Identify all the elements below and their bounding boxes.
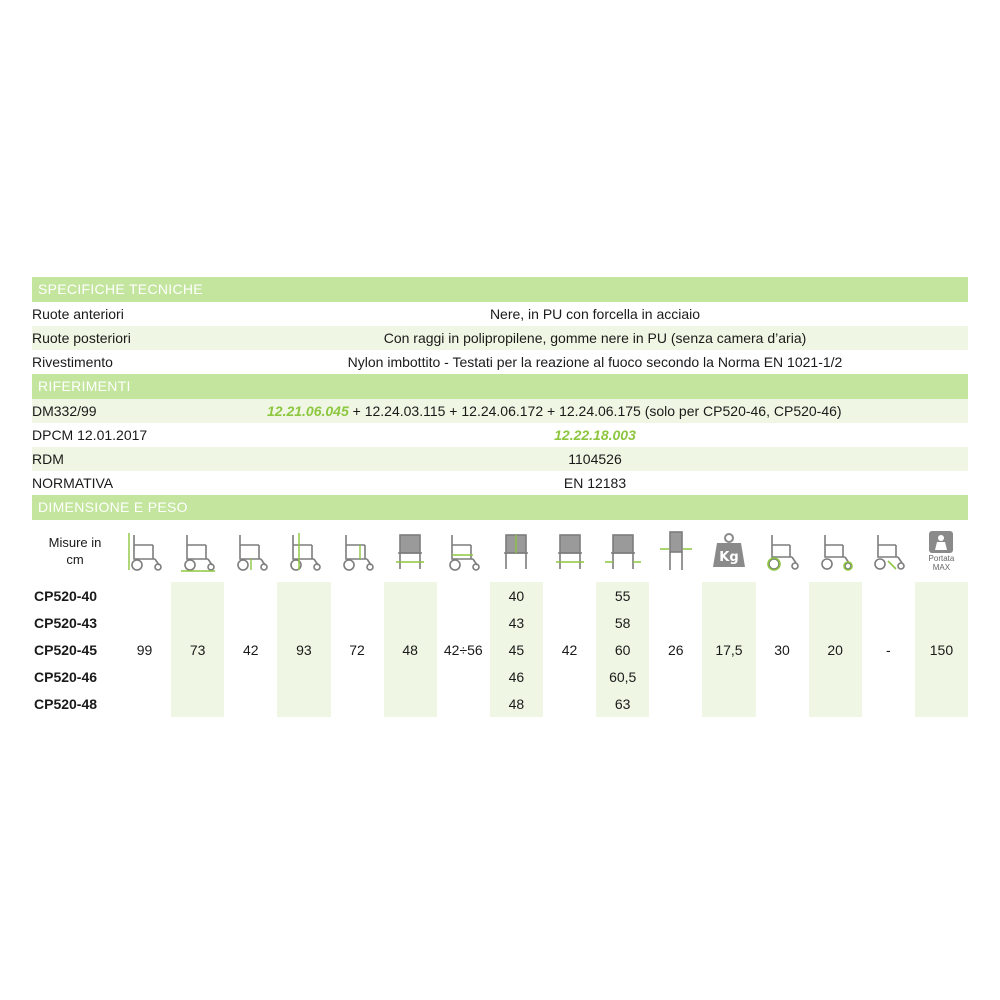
ref-value: [222, 403, 968, 419]
dimension-value: [862, 663, 915, 690]
weight-kg-icon: [702, 520, 755, 582]
dimension-value: 58: [596, 609, 649, 636]
folded-length-icon: [277, 520, 330, 582]
model-name: CP520-40: [34, 587, 98, 604]
overall-height-icon: [118, 520, 171, 582]
spec-sheet: [32, 277, 968, 717]
dimension-value: [384, 582, 437, 609]
specs-header: SPECIFICHE TECNICHE: [32, 277, 968, 302]
dimension-value: [543, 690, 596, 717]
dimension-value: [384, 609, 437, 636]
dimension-value: [384, 663, 437, 690]
dimension-value: [277, 582, 330, 609]
dimension-value: [809, 690, 862, 717]
spec-row-rear-wheels: [32, 326, 968, 350]
dimension-value: [543, 663, 596, 690]
dimension-value: [224, 609, 277, 636]
dimension-value: 93: [277, 636, 330, 663]
dimension-value: [437, 690, 490, 717]
dimension-value: [224, 690, 277, 717]
units-label: [32, 520, 118, 582]
armrest-height-icon: [331, 520, 384, 582]
spec-label: Ruote posteriori: [32, 330, 131, 346]
ref-label: NORMATIVA: [32, 475, 114, 491]
max-load-label: [929, 554, 955, 572]
dimension-value: [331, 582, 384, 609]
dimension-value: [649, 582, 702, 609]
dimension-value: [384, 690, 437, 717]
dimension-value: 60: [596, 636, 649, 663]
units-line1: Misure in: [48, 535, 102, 550]
dims-header: DIMENSIONE E PESO: [32, 495, 968, 520]
dimension-value: 30: [774, 641, 790, 658]
footrest-length-icon: [437, 520, 490, 582]
ref-value: [222, 427, 968, 443]
dimension-value: [543, 609, 596, 636]
spec-value: Nylon imbottito - Testati per la reazione al fuoco secondo la Norma EN 1021-1/2: [347, 354, 843, 370]
max-load-line1: Portata: [928, 554, 955, 563]
model-name: CP520-45: [34, 641, 98, 658]
seat-height-icon: [224, 520, 277, 582]
units-line2: cm: [66, 552, 84, 567]
front-wheel-icon: [756, 520, 809, 582]
seat-width-icon: [490, 520, 543, 582]
dimension-value: [862, 609, 915, 636]
dimension-value: 40: [490, 582, 543, 609]
model-name: CP520-48: [34, 695, 98, 712]
dimension-value: [437, 609, 490, 636]
dimension-value: [118, 582, 171, 609]
ref-row-rdm: [32, 447, 968, 471]
dimension-value: [756, 609, 809, 636]
ref-row-normativa: [32, 471, 968, 495]
dimension-value: [118, 609, 171, 636]
rear-wheel-brake-icon: [862, 520, 915, 582]
dimension-value: [702, 582, 755, 609]
spec-label: Rivestimento: [32, 354, 113, 370]
dimension-value: 99: [136, 641, 153, 658]
spec-row-front-wheels: [32, 302, 968, 326]
dimension-value: 26: [668, 641, 684, 658]
rear-wheel-icon: [809, 520, 862, 582]
ref-label: DPCM 12.01.2017: [32, 427, 148, 443]
dimension-value: 17,5: [702, 636, 755, 663]
dimension-value: [702, 690, 755, 717]
dpcm-code-highlight: 12.22.18.003: [554, 427, 636, 443]
folded-width-icon: [649, 520, 702, 582]
backrest-height-icon: [543, 520, 596, 582]
dimension-value: [915, 663, 968, 690]
dimension-value: [543, 582, 596, 609]
dimension-value: [171, 609, 224, 636]
dimension-value: [756, 663, 809, 690]
dimension-value: [331, 609, 384, 636]
dimension-value: [915, 609, 968, 636]
dimension-value: 43: [490, 609, 543, 636]
dm-code-highlight: 12.21.06.045: [267, 403, 349, 419]
dimension-value: [437, 663, 490, 690]
dimension-value: [862, 690, 915, 717]
dimension-value: [649, 663, 702, 690]
dimension-value: [649, 609, 702, 636]
ref-row-dpcm: [32, 423, 968, 447]
dimension-value: [277, 609, 330, 636]
dimension-value: 55: [596, 582, 649, 609]
dimension-value: [437, 582, 490, 609]
dimension-value: [809, 582, 862, 609]
spec-value: Nere, in PU con forcella in acciaio: [489, 306, 701, 322]
max-load-icon: [915, 520, 968, 582]
dimension-value: 48: [490, 690, 543, 717]
dimension-value: [171, 663, 224, 690]
dimension-value: [171, 690, 224, 717]
dimension-value: [915, 582, 968, 609]
dimension-value: [331, 690, 384, 717]
ref-value: 1104526: [568, 451, 622, 467]
dimension-value: 63: [596, 690, 649, 717]
ref-label: DM332/99: [32, 403, 97, 419]
dimension-value: [809, 663, 862, 690]
dimension-value: 42: [243, 641, 259, 658]
max-load-line2: MAX: [932, 563, 951, 572]
model-name: CP520-46: [34, 668, 98, 685]
dimension-value: 42÷56: [443, 641, 483, 658]
dimension-value: [118, 663, 171, 690]
dimension-value: [862, 582, 915, 609]
dimensions-table: [32, 520, 968, 717]
spec-row-upholstery: [32, 350, 968, 374]
spec-label: Ruote anteriori: [32, 306, 124, 322]
overall-width-icon: [384, 520, 437, 582]
dimension-value: [277, 690, 330, 717]
open-width-icon: [596, 520, 649, 582]
spec-value: Con raggi in polipropilene, gomme nere in PU (senza camera d’aria): [383, 330, 807, 346]
dimension-value: 46: [490, 663, 543, 690]
model-name: CP520-43: [34, 614, 98, 631]
dimension-value: -: [885, 641, 891, 658]
dimension-value: [277, 663, 330, 690]
dimension-value: 45: [490, 636, 543, 663]
dimension-value: 73: [171, 636, 224, 663]
ref-row-dm: [32, 399, 968, 423]
dimension-value: 42: [561, 641, 578, 658]
dimension-value: [756, 690, 809, 717]
dimension-value: [702, 663, 755, 690]
dimension-value: [224, 582, 277, 609]
dimension-value: [224, 663, 277, 690]
dimension-value: [331, 663, 384, 690]
dimension-value: [756, 582, 809, 609]
refs-header: RIFERIMENTI: [32, 374, 968, 399]
dimension-value: [171, 582, 224, 609]
dimension-value: 20: [809, 636, 862, 663]
dm-code-rest: + 12.24.03.115 + 12.24.06.172 + 12.24.06.175 (solo per CP520-46, CP520-46): [348, 403, 842, 419]
dimension-value: [809, 609, 862, 636]
overall-length-icon: [171, 520, 224, 582]
ref-label: RDM: [32, 451, 64, 467]
dimension-value: [649, 690, 702, 717]
dimension-value: 48: [384, 636, 437, 663]
svg-text:Kg: Kg: [719, 550, 739, 565]
dimension-value: [702, 609, 755, 636]
dimension-value: [118, 690, 171, 717]
dimension-value: [915, 690, 968, 717]
dimension-value: 60,5: [596, 663, 649, 690]
dimension-value: 72: [349, 641, 365, 658]
dimension-value: 150: [915, 636, 968, 663]
ref-value: EN 12183: [563, 475, 627, 491]
